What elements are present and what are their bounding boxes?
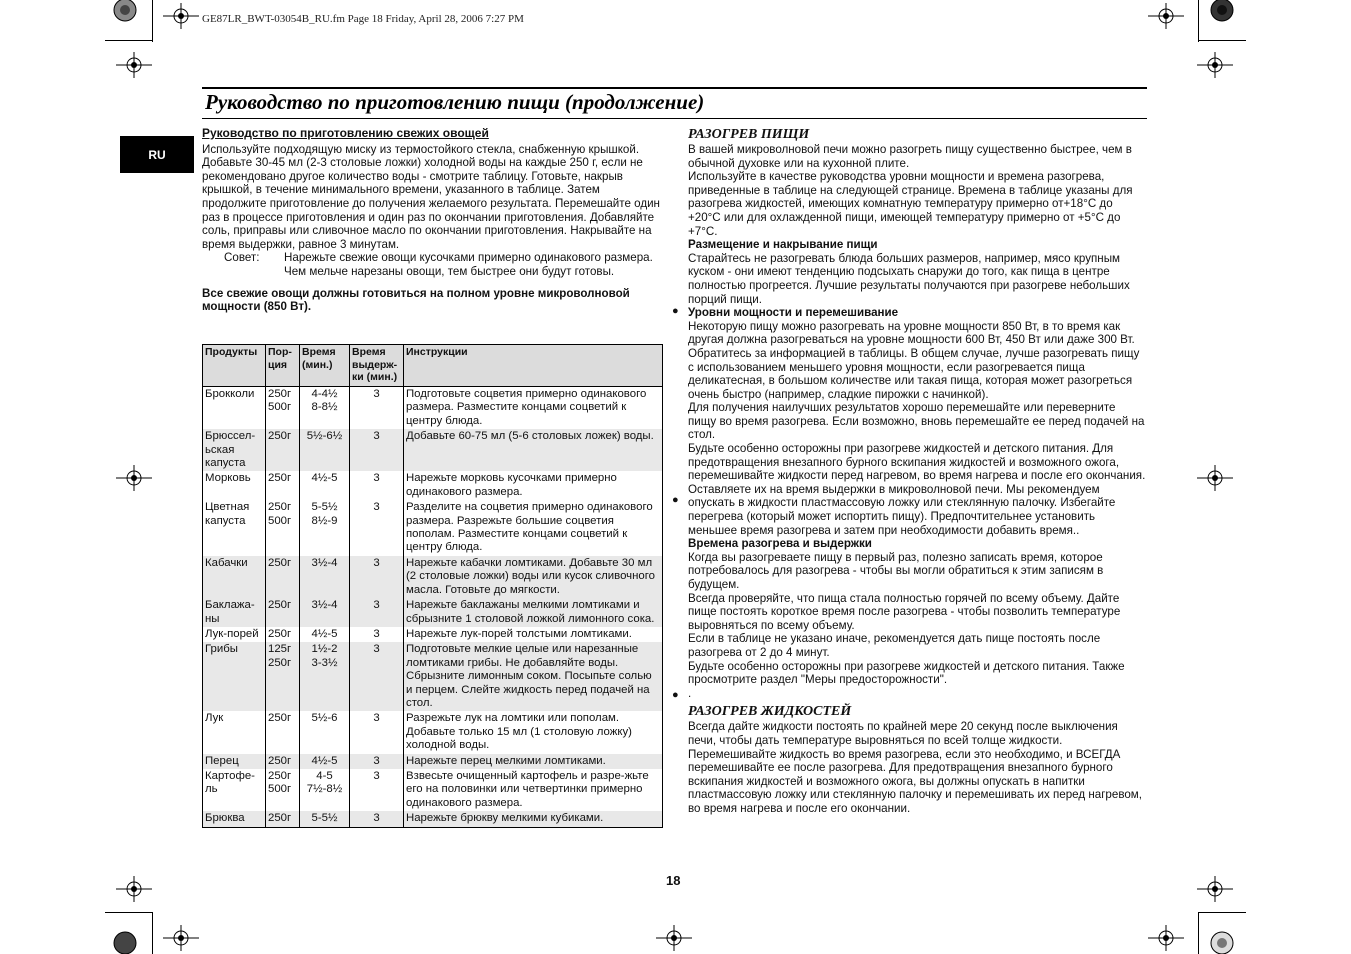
cell-instructions: Нарежьте лук-порей толстыми ломтиками. <box>404 627 663 642</box>
cell-portion: 250г 500г <box>266 500 300 556</box>
tip-text: Нарежьте свежие овощи кусочками примерно одинакового размера. Чем мельче нарезаны овощи, тем быстрее они будут готовы. <box>284 251 653 278</box>
registration-mark-icon <box>163 925 199 951</box>
times-text: Всегда проверяйте, что пища стала полностью горячей по всему объему. Дайте пище постоять короткое время после разогрева - чтобы позволить температуре выровняться по всему объему. <box>688 591 1121 632</box>
right-column <box>688 127 1146 816</box>
column-header: Инструкции <box>404 345 663 387</box>
cell-product: Брокколи <box>203 387 266 430</box>
table-row <box>203 627 663 642</box>
cell-standing: 3 <box>350 556 404 598</box>
margin-dot: ● <box>672 494 679 506</box>
placement-heading: Размещение и накрывание пищи <box>688 238 878 252</box>
crop-line <box>1199 912 1246 913</box>
stray-dot: . <box>688 686 692 700</box>
crop-line <box>152 0 153 42</box>
cell-time: 5-5½ <box>300 811 350 827</box>
cell-portion: 250г 500г <box>266 387 300 430</box>
fresh-vegetables-intro: Используйте подходящую миску из термостойкого стекла, снабженную крышкой. Добавьте 30-45 мл (2-3 столовые ложки) холодной воды на каждые 250 г, если не рекомендовано другое количество воды - смотрите таблицу. Готовьте, накрыв крышкой, в течение минимального времени, указанного в таблице. Затем продолжите приготовление до получения желаемого результата. Перемешайте один раз в процессе приготовления и один раз по окончании приготовления. Добавляйте соль, приправы или сливочное масло по окончании приготовления. Накрывайте на время выдержки, равное 3 минутам. <box>202 142 660 251</box>
table-header-row <box>203 345 663 387</box>
power-levels-text: Будьте особенно осторожны при разогреве жидкостей и детского питания. Для предотвращения внезапного бурного вскипания жидкостей и возможного ожога, перемешивайте жидкости перед нагревом, во время нагрева и после его окончания. Оставляете их на время выдержки в микроволновой печи. Мы рекомендуем опускать в жидкости пластмассовую ложку или стеклянную палочку. Избегайте перегрева (который может испортить пищу). Предпочтительнее установить меньшее время разогрева и затем при необходимости добавить время.. <box>688 442 1146 537</box>
left-column <box>202 127 662 314</box>
table-row <box>203 598 663 627</box>
color-target-icon <box>112 0 138 22</box>
times-heading: Времена разогрева и выдержки <box>688 537 872 551</box>
registration-mark-icon <box>1197 52 1233 78</box>
cell-time: 4-4½ 8-8½ <box>300 387 350 430</box>
cell-time: 5-5½ 8½-9 <box>300 500 350 556</box>
cell-portion: 250г <box>266 754 300 769</box>
cell-instructions: Разделите на соцветия примерно одинакового размера. Разрежьте большие соцветия пополам. Разместите концами соцветий к центру блюда. <box>404 500 663 556</box>
page-number: 18 <box>666 873 681 888</box>
crop-line <box>1199 40 1246 41</box>
power-levels-text: Для получения наилучших результатов хорошо перемешайте или переверните пищу во время разогрева. Если возможно, вновь перемешайте ее перед подачей на стол. <box>688 401 1145 442</box>
liquids-text: Всегда дайте жидкости постоять по крайней мере 20 секунд после выключения печи, чтобы дать температуре выровняться по всей толще жидкости. Перемешивайте жидкость во время разогрева, если это необходимо, и ВСЕГДА перемешивайте ее после разогрева. Для предотвращения внезапного бурного вскипания жидкостей и возможного ожога, вы должны опускать в напитки пластмассовую ложку или стеклянную палочку и перемешивать их перед нагревом, во время нагрева и после его окончании. <box>688 720 1142 815</box>
cell-portion: 125г 250г <box>266 642 300 711</box>
cell-time: 4-5 7½-8½ <box>300 769 350 811</box>
title-top-rule <box>202 87 1147 89</box>
cell-standing: 3 <box>350 387 404 430</box>
registration-mark-icon <box>656 925 692 951</box>
registration-mark-icon <box>116 52 152 78</box>
registration-mark-icon <box>116 876 152 902</box>
cell-instructions: Взвесьте очищенный картофель и разре-жьте его на половинки или четвертинки примерно одинакового размера. <box>404 769 663 811</box>
table-row <box>203 811 663 827</box>
crop-line <box>105 912 152 913</box>
column-header: Время (мин.) <box>300 345 350 387</box>
cell-instructions: Подготовьте мелкие целые или нарезанные ломтиками грибы. Не добавляйте воды. Сбрызните лимонным соком. Посыпьте солью и перцем. Слейте жидкость перед подачей на стол. <box>404 642 663 711</box>
cell-product: Морковь <box>203 471 266 500</box>
times-text: Когда вы разогреваете пищу в первый раз, полезно записать время, которое потребовалось для разогрева - чтобы вы могли обратиться к этим записям в будущем. <box>688 550 1104 591</box>
cell-instructions: Добавьте 60-75 мл (5-6 столовых ложек) воды. <box>404 429 663 471</box>
cell-time: 3½-4 <box>300 556 350 598</box>
liquids-heading: РАЗОГРЕВ ЖИДКОСТЕЙ <box>688 704 852 720</box>
fresh-vegetables-heading: Руководство по приготовлению свежих овощей <box>202 126 489 140</box>
reheating-heading: РАЗОГРЕВ ПИЩИ <box>688 127 810 142</box>
table-row <box>203 556 663 598</box>
color-target-icon <box>1209 930 1235 954</box>
cell-time: 5½-6 <box>300 711 350 753</box>
cell-instructions: Нарежьте перец мелкими ломтиками. <box>404 754 663 769</box>
table-row <box>203 500 663 556</box>
power-levels-heading: Уровни мощности и перемешивание <box>688 306 899 320</box>
color-target-icon <box>112 930 138 954</box>
cell-portion: 250г <box>266 598 300 627</box>
cell-instructions: Нарежьте кабачки ломтиками. Добавьте 30 мл (2 столовые ложки) воды или кусок сливочного масла. Готовьте до мягкости. <box>404 556 663 598</box>
placement-text: Старайтесь не разогревать блюда больших размеров, например, мясо крупным куском - они имеют тенденцию подсыхать снаружи до того, как пища в центре полностью прогреется. Лучшие результаты получаются при разогреве небольших порций пищи. <box>688 251 1130 306</box>
cell-standing: 3 <box>350 811 404 827</box>
cell-time: 4½-5 <box>300 754 350 769</box>
tip <box>202 251 662 278</box>
cell-time: 4½-5 <box>300 471 350 500</box>
cell-standing: 3 <box>350 769 404 811</box>
power-levels-text: Некоторую пищу можно разогревать на уровне мощности 850 Вт, в то время как другая должна разогреваться на уровне мощности 600 Вт, 450 Вт или даже 300 Вт. Обратитесь за информацией в таблицы. В общем случае, лучше разогревать пищу с использованием меньшего уровня мощности, если разогревается пища деликатесная, в большом количестве или такая пища, которая может разогреться очень быстро (например, сладкие пирожки с начинкой). <box>688 319 1140 401</box>
column-header: Продукты <box>203 345 266 387</box>
cell-instructions: Разрежьте лук на ломтики или пополам. Добавьте только 15 мл (1 столовую ложку) холодной воды. <box>404 711 663 753</box>
cell-instructions: Нарежьте брюкву мелкими кубиками. <box>404 811 663 827</box>
cell-product: Лук-порей <box>203 627 266 642</box>
cell-time: 5½-6½ <box>300 429 350 471</box>
cell-portion: 250г <box>266 711 300 753</box>
crop-line <box>1198 912 1199 954</box>
reheating-text: В вашей микроволновой печи можно разогреть пищу существенно быстрее, чем в обычной духовке или на кухонной плите. <box>688 143 1132 170</box>
cell-standing: 3 <box>350 500 404 556</box>
cell-portion: 250г <box>266 556 300 598</box>
cell-product: Кабачки <box>203 556 266 598</box>
cell-time: 4½-5 <box>300 627 350 642</box>
cell-product: Цветная капуста <box>203 500 266 556</box>
table-row <box>203 429 663 471</box>
cell-portion: 250г <box>266 429 300 471</box>
file-header: GE87LR_BWT-03054B_RU.fm Page 18 Friday, April 28, 2006 7:27 PM <box>202 13 524 25</box>
column-header: Пор-ция <box>266 345 300 387</box>
times-text: Будьте особенно осторожны при разогреве жидкостей и детского питания. Также просмотрите раздел "Меры предосторожности". <box>688 659 1125 687</box>
cell-standing: 3 <box>350 471 404 500</box>
color-target-icon <box>1209 0 1235 22</box>
cell-product: Перец <box>203 754 266 769</box>
cell-instructions: Подготовьте соцветия примерно одинакового размера. Разместите концами соцветий к центру блюда. <box>404 387 663 430</box>
column-header: Время выдерж-ки (мин.) <box>350 345 404 387</box>
cell-time: 3½-4 <box>300 598 350 627</box>
crop-line <box>105 40 152 41</box>
registration-mark-icon <box>1197 876 1233 902</box>
registration-mark-icon <box>1148 3 1184 29</box>
power-note: Все свежие овощи должны готовиться на полном уровне микроволновой мощности (850 Вт). <box>202 286 630 314</box>
language-tab: RU <box>120 136 194 173</box>
registration-mark-icon <box>116 465 152 491</box>
registration-mark-icon <box>1148 925 1184 951</box>
table-row <box>203 642 663 711</box>
cell-portion: 250г 500г <box>266 769 300 811</box>
crop-line <box>1198 0 1199 42</box>
cell-portion: 250г <box>266 627 300 642</box>
cell-standing: 3 <box>350 711 404 753</box>
cell-instructions: Нарежьте морковь кусочками примерно одинакового размера. <box>404 471 663 500</box>
table-row <box>203 754 663 769</box>
cell-product: Картофе-ль <box>203 769 266 811</box>
page-title: Руководство по приготовлению пищи (продолжение) <box>205 90 705 114</box>
cell-standing: 3 <box>350 598 404 627</box>
margin-dot: ● <box>672 305 679 317</box>
title-bottom-rule <box>202 118 1147 119</box>
cell-standing: 3 <box>350 627 404 642</box>
cell-portion: 250г <box>266 811 300 827</box>
table-row <box>203 387 663 430</box>
reheating-text: Используйте в качестве руководства уровни мощности и времена разогрева, приведенные в таблице на следующей странице. Времена в таблице указаны для разогрева жидкостей, имеющих комнатную температуру примерно от+18°C до +20°C или для охлажденной пищи, имеющей температуру примерно от +5°C до +7°C. <box>688 170 1133 238</box>
registration-mark-icon <box>1197 465 1233 491</box>
cell-instructions: Нарежьте баклажаны мелкими ломтиками и сбрызните 1 столовой ложкой лимонного сока. <box>404 598 663 627</box>
tip-label: Совет: <box>224 251 260 265</box>
times-text: Если в таблице не указано иначе, рекомендуется дать пище постоять после разогрева от 2 до 4 минут. <box>688 632 1101 659</box>
cell-time: 1½-2 3-3½ <box>300 642 350 711</box>
cell-product: Брюква <box>203 811 266 827</box>
cell-portion: 250г <box>266 471 300 500</box>
cell-standing: 3 <box>350 754 404 769</box>
margin-dot: ● <box>672 689 679 701</box>
cell-product: Брюссел-ьская капуста <box>203 429 266 471</box>
cell-product: Баклажа-ны <box>203 598 266 627</box>
cell-standing: 3 <box>350 642 404 711</box>
cell-product: Лук <box>203 711 266 753</box>
registration-mark-icon <box>163 3 199 29</box>
cell-standing: 3 <box>350 429 404 471</box>
table-row <box>203 711 663 753</box>
table-row <box>203 769 663 811</box>
cell-product: Грибы <box>203 642 266 711</box>
table-row <box>203 471 663 500</box>
crop-line <box>152 912 153 954</box>
vegetables-table <box>202 344 663 828</box>
